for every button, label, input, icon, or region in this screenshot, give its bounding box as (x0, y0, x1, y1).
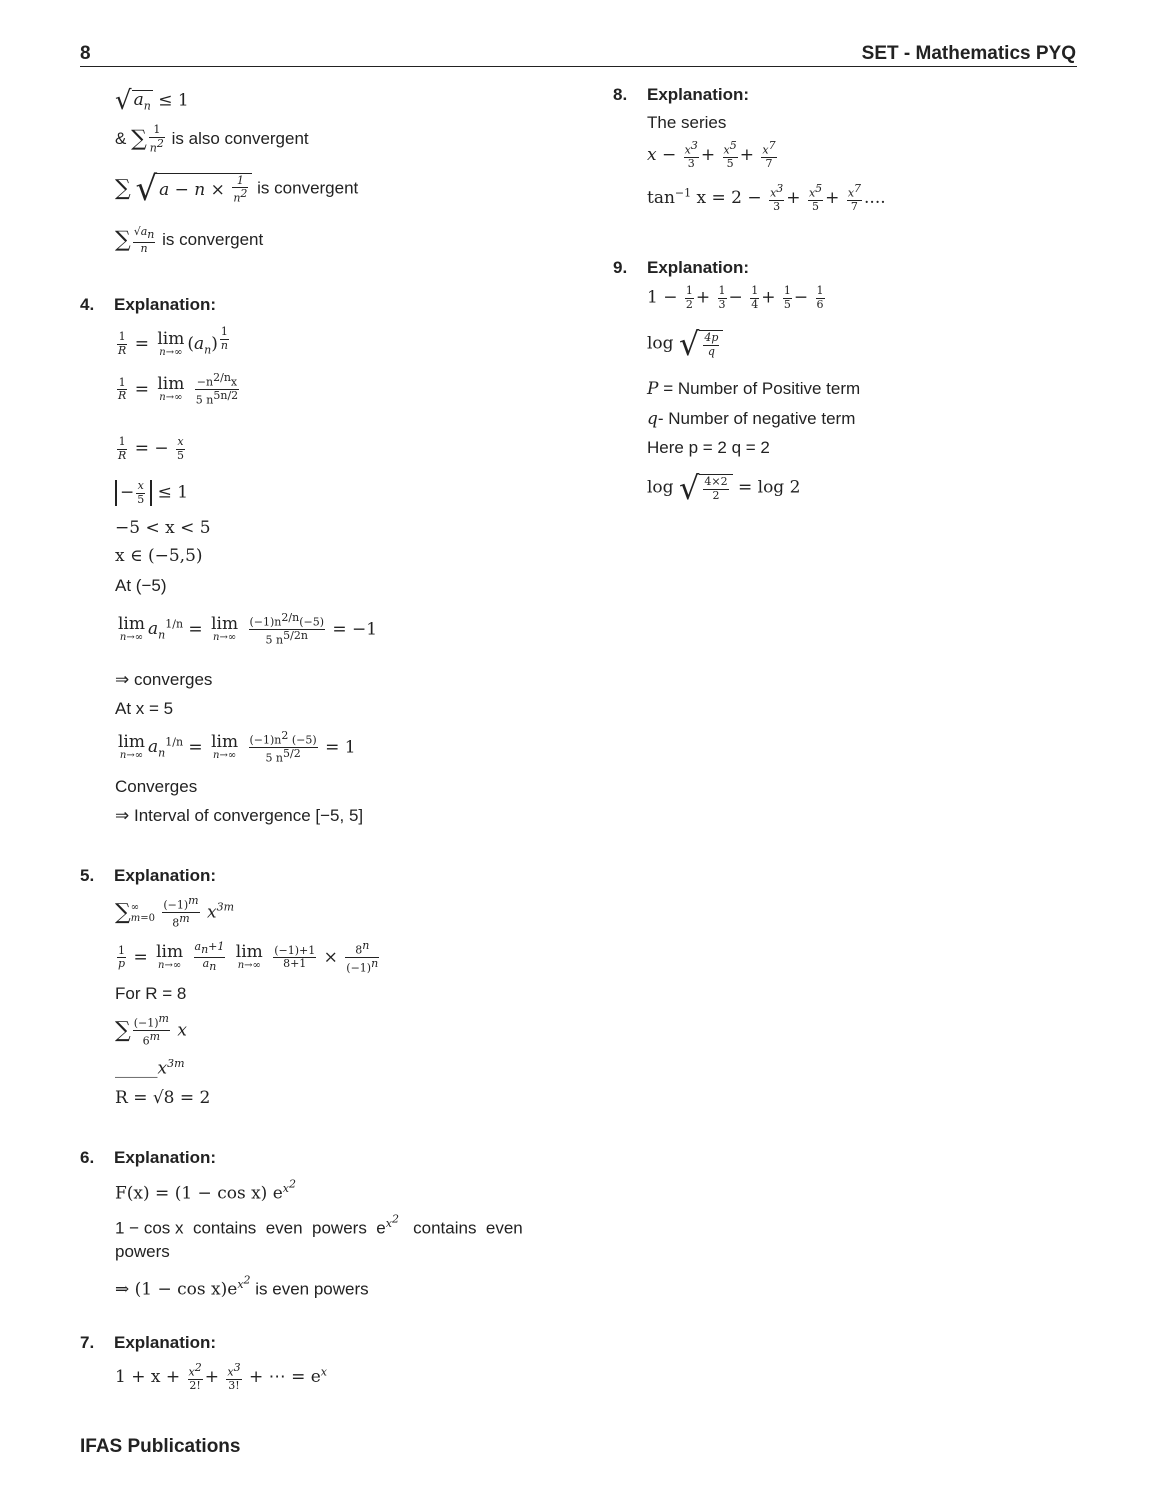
q9-p-definition: P = Number of Positive term (647, 379, 861, 399)
q7-exp-series: 1 + x + $\frac{x^2}{2!}$ + $\frac{x^3}{3!}$ + ⋯ = $e^x$ (115, 1361, 327, 1393)
q5-sum-6m: ∑ $\frac{(-1)^m}{6^m}$ x (115, 1012, 187, 1048)
q5-for-r: For R = 8 (115, 984, 187, 1003)
q6-fx: F(x) = (1 − cos x) $e^{x^2}$ (115, 1177, 296, 1204)
q6-statement: 1 − cos x contains even powers $e^{x^2}$ contains even (115, 1212, 523, 1238)
q4-at-x5: At x = 5 (115, 699, 174, 718)
q3-line-sum-sqrt: ∑ √ a − n × $\frac{1}{n^2}$ is convergent (115, 169, 359, 209)
q4-eq-radius-2: $\frac{1}{R}$ = lim n→∞ $\frac{-n^{2/n}x}{5 n^{5n/2}}$ (118, 371, 239, 407)
q8-intro: The series (647, 113, 727, 132)
q5-x3m: $\_\_\_\_\_x^{3m}$ (115, 1057, 185, 1079)
q4-at-neg5: At (−5) (115, 576, 167, 595)
q5-result: R = √8 = 2 (115, 1088, 211, 1108)
q5-series: ∑∞ m=0 $\frac{(-1)^m}{8^m}$ $x^{3m}$ (115, 894, 235, 930)
q9-log-formula: log √ $\frac{4p}{q}$ (647, 328, 723, 360)
q9-series: 1 − $\frac{1}{2}$ + $\frac{1}{3}$ − $\frac{1}{4}$ + $\frac{1}{5}$ − $\frac{1}{6}$ (647, 284, 824, 311)
q4-eq-radius-3: $\frac{1}{R}$ = − $\frac{x}{5}$ (118, 435, 185, 462)
q3-line-sum-1-n2: & ∑ $\frac{1}{n^2}$ is also convergent (115, 123, 309, 155)
q3-line-sum-sqrt-an-over-n: ∑ $\frac{√a_n}{n}$ is convergent (115, 225, 264, 255)
q4-eq-radius-1: $\frac{1}{R}$ = lim n→∞ $(a_n)$ $^{\frac{1}{n}}$ (118, 325, 228, 358)
page-number: 8 (80, 43, 91, 64)
q9-heading: 9. Explanation: (613, 258, 750, 277)
q4-converges-1: ⇒ converges (115, 670, 213, 689)
q3-line-sqrt-an: √ $a_n \le 1$ (115, 86, 189, 116)
q4-range: −5 < x < 5 (115, 518, 211, 538)
q5-ratio-test: $\frac{1}{p}$ = lim n→∞ $\frac{a_n+1}{a_n}$ lim n→∞ $\frac{(-1)+1}{8+1}$ × $\frac{8^n}{(-1)^n}$ (118, 939, 379, 975)
header-divider (80, 66, 1077, 67)
q5-heading: 5. Explanation: (80, 866, 217, 885)
q7-heading: 7. Explanation: (80, 1333, 217, 1352)
q8-heading: 8. Explanation: (613, 85, 750, 104)
footer-publisher: IFAS Publications (80, 1436, 241, 1457)
q8-arctan: $\tan^{-1} x = 2$ − $\frac{x^3}{3}$ + $\frac{x^5}{5}$ + $\frac{x^7}{7}$ .... (647, 182, 886, 214)
document-title: SET - Mathematics PYQ (861, 43, 1076, 64)
q4-interval: x ∈ (−5,5) (115, 546, 203, 566)
q4-conclusion: ⇒ Interval of convergence [−5, 5] (115, 806, 364, 825)
q9-q-definition: q- Number of negative term (647, 409, 856, 429)
q6-heading: 6. Explanation: (80, 1148, 217, 1167)
q4-limit-5: lim n→∞ $a_n^{1/n}$ = lim n→∞ $\frac{(-1)n^2 (-5)}{5 n^{5/2}}$ = 1 (118, 729, 356, 765)
q6-statement-cont: powers (115, 1242, 170, 1261)
q8-series: x − $\frac{x^3}{3}$ + $\frac{x^5}{5}$ + $\frac{x^7}{7}$ (647, 139, 776, 171)
q9-values: Here p = 2 q = 2 (647, 438, 770, 457)
q4-converges-2: Converges (115, 777, 198, 796)
q4-limit-neg5: lim n→∞ $a_n^{1/n}$ = lim n→∞ $\frac{(-1)n^{2/n}(-5)}{5 n^{5/2n}}$ = −1 (118, 611, 378, 647)
q4-heading: 4. Explanation: (80, 295, 217, 314)
q6-conclusion: ⇒ $(1 - \cos x)e^{x^2}$ is even powers (115, 1273, 369, 1300)
q4-abs-inequality: − $\frac{x}{5}$ ≤ 1 (115, 480, 188, 506)
q9-result: log √ $\frac{4\times 2}{2}$ = log 2 (647, 469, 801, 507)
